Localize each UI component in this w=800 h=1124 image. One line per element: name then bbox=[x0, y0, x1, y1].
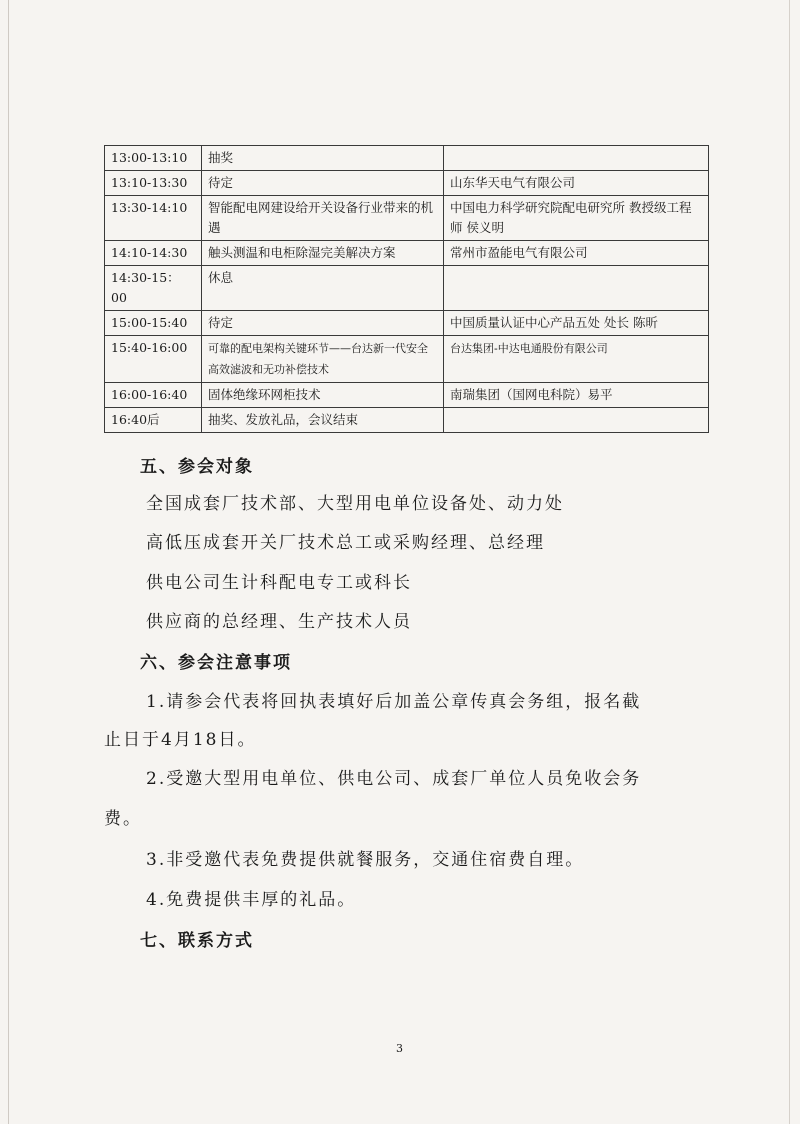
notice-item-2: 2.受邀大型用电单位、供电公司、成套厂单位人员免收会务 bbox=[146, 769, 642, 789]
speaker-cell: 中国质量认证中心产品五处 处长 陈昕 bbox=[444, 311, 709, 336]
time-cell: 15:40-16:00 bbox=[105, 336, 202, 383]
speaker-cell: 山东华天电气有限公司 bbox=[444, 171, 709, 196]
time-cell: 13:30-14:10 bbox=[105, 196, 202, 241]
scan-edge-right bbox=[789, 0, 790, 1124]
section5-heading: 五、参会对象 bbox=[140, 457, 254, 477]
table-row bbox=[105, 241, 709, 266]
speaker-cell: 中国电力科学研究院配电研究所 教授级工程师 侯义明 bbox=[444, 196, 709, 241]
table-row bbox=[105, 383, 709, 408]
speaker-cell bbox=[444, 146, 709, 171]
section7-heading: 七、联系方式 bbox=[140, 931, 254, 951]
topic-cell: 抽奖 bbox=[202, 146, 444, 171]
topic-cell: 待定 bbox=[202, 311, 444, 336]
topic-cell: 待定 bbox=[202, 171, 444, 196]
notice-item-4: 4.免费提供丰厚的礼品。 bbox=[146, 890, 357, 910]
notice-item-2-continued: 费。 bbox=[104, 809, 142, 829]
topic-cell: 休息 bbox=[202, 266, 444, 311]
speaker-cell bbox=[444, 266, 709, 311]
time-cell: 13:00-13:10 bbox=[105, 146, 202, 171]
table-row bbox=[105, 266, 709, 311]
speaker-cell: 常州市盈能电气有限公司 bbox=[444, 241, 709, 266]
section5-line: 全国成套厂技术部、大型用电单位设备处、动力处 bbox=[146, 494, 564, 514]
speaker-cell: 南瑞集团（国网电科院）易平 bbox=[444, 383, 709, 408]
speaker-cell bbox=[444, 408, 709, 433]
table-row bbox=[105, 311, 709, 336]
section5-line: 高低压成套开关厂技术总工或采购经理、总经理 bbox=[146, 533, 545, 553]
topic-cell: 智能配电网建设给开关设备行业带来的机遇 bbox=[202, 196, 444, 241]
topic-cell: 触头测温和电柜除湿完美解决方案 bbox=[202, 241, 444, 266]
table-row bbox=[105, 171, 709, 196]
schedule-table bbox=[104, 145, 709, 433]
table-row bbox=[105, 146, 709, 171]
time-cell: 16:40后 bbox=[105, 408, 202, 433]
topic-cell: 固体绝缘环网柜技术 bbox=[202, 383, 444, 408]
time-cell: 13:10-13:30 bbox=[105, 171, 202, 196]
notice-item-3: 3.非受邀代表免费提供就餐服务，交通住宿费自理。 bbox=[146, 850, 585, 870]
notice-item-1: 1.请参会代表将回执表填好后加盖公章传真会务组，报名截 bbox=[146, 692, 642, 712]
topic-cell: 抽奖、发放礼品，会议结束 bbox=[202, 408, 444, 433]
time-cell: 14:30-15：00 bbox=[105, 266, 202, 311]
time-cell: 16:00-16:40 bbox=[105, 383, 202, 408]
speaker-cell: 台达集团-中达电通股份有限公司 bbox=[444, 336, 709, 383]
topic-cell: 可靠的配电架构关键环节——台达新一代安全高效滤波和无功补偿技术 bbox=[202, 336, 444, 383]
notice-item-1-continued: 止日于4月18日。 bbox=[104, 730, 257, 750]
page-number: 3 bbox=[396, 1042, 403, 1055]
time-cell: 15:00-15:40 bbox=[105, 311, 202, 336]
section5-line: 供应商的总经理、生产技术人员 bbox=[146, 612, 412, 632]
time-cell: 14:10-14:30 bbox=[105, 241, 202, 266]
table-row bbox=[105, 196, 709, 241]
table-row bbox=[105, 408, 709, 433]
section5-line: 供电公司生计科配电专工或科长 bbox=[146, 573, 412, 593]
section6-heading: 六、参会注意事项 bbox=[140, 653, 292, 673]
table-row bbox=[105, 336, 709, 383]
scan-edge-left bbox=[8, 0, 9, 1124]
